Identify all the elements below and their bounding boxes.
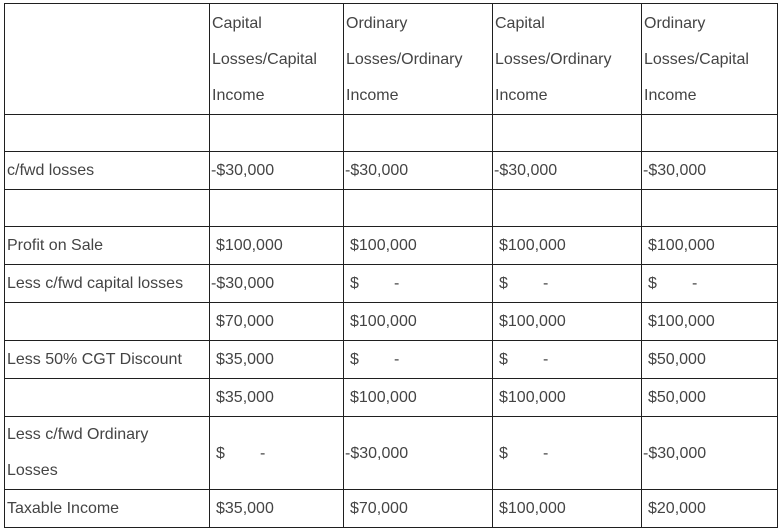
table-cell [642, 265, 778, 303]
currency-symbol: $ [648, 275, 657, 292]
currency-symbol: $ [499, 275, 508, 292]
table-cell: $35,000 [210, 379, 344, 417]
header-cell-capital-ordinary [493, 4, 642, 115]
row-label [5, 190, 210, 227]
header-line: Income [212, 87, 265, 104]
table-cell [493, 115, 642, 152]
table-cell: $35,000 [210, 341, 344, 379]
table-row [5, 115, 778, 152]
table-cell: $20,000 [642, 490, 778, 528]
tax-comparison-table [4, 3, 778, 528]
row-label [5, 115, 210, 152]
table-cell: $100,000 [210, 227, 344, 265]
nil-dash: - [692, 275, 698, 292]
table-cell: $100,000 [493, 379, 642, 417]
table-cell [493, 190, 642, 227]
table-cell: $70,000 [344, 490, 493, 528]
currency-symbol: $ [216, 444, 225, 462]
table-row [5, 341, 778, 379]
table-cell: $100,000 [344, 303, 493, 341]
header-line: Losses/Capital [212, 51, 317, 68]
table-cell: $50,000 [642, 341, 778, 379]
table-cell: $50,000 [642, 379, 778, 417]
currency-symbol: $ [350, 351, 359, 368]
table-cell [344, 115, 493, 152]
table-cell: -$30,000 [344, 152, 493, 190]
table-cell [210, 115, 344, 152]
header-line: Income [495, 87, 548, 104]
row-label: Profit on Sale [5, 227, 210, 265]
row-label-line: Losses [7, 462, 58, 479]
nil-dash: - [260, 444, 266, 462]
table-cell: $100,000 [344, 379, 493, 417]
table-cell: $100,000 [493, 490, 642, 528]
row-label: c/fwd losses [5, 152, 210, 190]
table-cell: $35,000 [210, 490, 344, 528]
table-row [5, 303, 778, 341]
header-line: Losses/Ordinary [346, 51, 463, 68]
row-label [5, 379, 210, 417]
header-line: Ordinary [644, 15, 706, 32]
table-row [5, 379, 778, 417]
header-line: Losses/Ordinary [495, 51, 612, 68]
row-label-line: Less c/fwd Ordinary [7, 426, 149, 443]
table-cell [210, 417, 344, 490]
table-cell [642, 190, 778, 227]
table-row [5, 152, 778, 190]
header-row [5, 4, 778, 115]
row-label: Less 50% CGT Discount [5, 341, 210, 379]
table-cell: $100,000 [642, 303, 778, 341]
currency-symbol: $ [499, 444, 508, 462]
table-cell: -$30,000 [642, 417, 778, 490]
table-cell [344, 190, 493, 227]
header-cell-ordinary-capital [642, 4, 778, 115]
table-cell: $100,000 [493, 303, 642, 341]
table-cell: -$30,000 [642, 152, 778, 190]
header-line: Ordinary [346, 15, 408, 32]
row-label [5, 303, 210, 341]
table-cell: $70,000 [210, 303, 344, 341]
header-line: Income [644, 87, 697, 104]
table-cell: -$30,000 [493, 152, 642, 190]
table-cell: $100,000 [642, 227, 778, 265]
table-row [5, 227, 778, 265]
header-cell-label [5, 4, 210, 115]
header-line: Capital [495, 15, 545, 32]
table-cell: $100,000 [344, 227, 493, 265]
table-row [5, 417, 778, 490]
nil-dash: - [394, 275, 400, 292]
header-line: Income [346, 87, 399, 104]
header-cell-ordinary-ordinary [344, 4, 493, 115]
table-cell [493, 265, 642, 303]
row-label: Taxable Income [5, 490, 210, 528]
table-cell [344, 265, 493, 303]
header-line: Capital [212, 15, 262, 32]
row-label [5, 417, 210, 490]
table-cell [642, 115, 778, 152]
table-cell: -$30,000 [344, 417, 493, 490]
currency-symbol: $ [350, 275, 359, 292]
nil-dash: - [543, 351, 549, 368]
table-cell [210, 190, 344, 227]
table-cell [493, 417, 642, 490]
table-cell: $100,000 [493, 227, 642, 265]
table-row [5, 490, 778, 528]
nil-dash: - [394, 351, 400, 368]
header-line: Losses/Capital [644, 51, 749, 68]
currency-symbol: $ [499, 351, 508, 368]
nil-dash: - [543, 275, 549, 292]
table-cell: -$30,000 [210, 265, 344, 303]
row-label: Less c/fwd capital losses [5, 265, 210, 303]
table-row [5, 190, 778, 227]
table-cell [344, 341, 493, 379]
table-cell: -$30,000 [210, 152, 344, 190]
table-row [5, 265, 778, 303]
header-cell-capital-capital [210, 4, 344, 115]
nil-dash: - [543, 444, 549, 462]
table-cell [493, 341, 642, 379]
